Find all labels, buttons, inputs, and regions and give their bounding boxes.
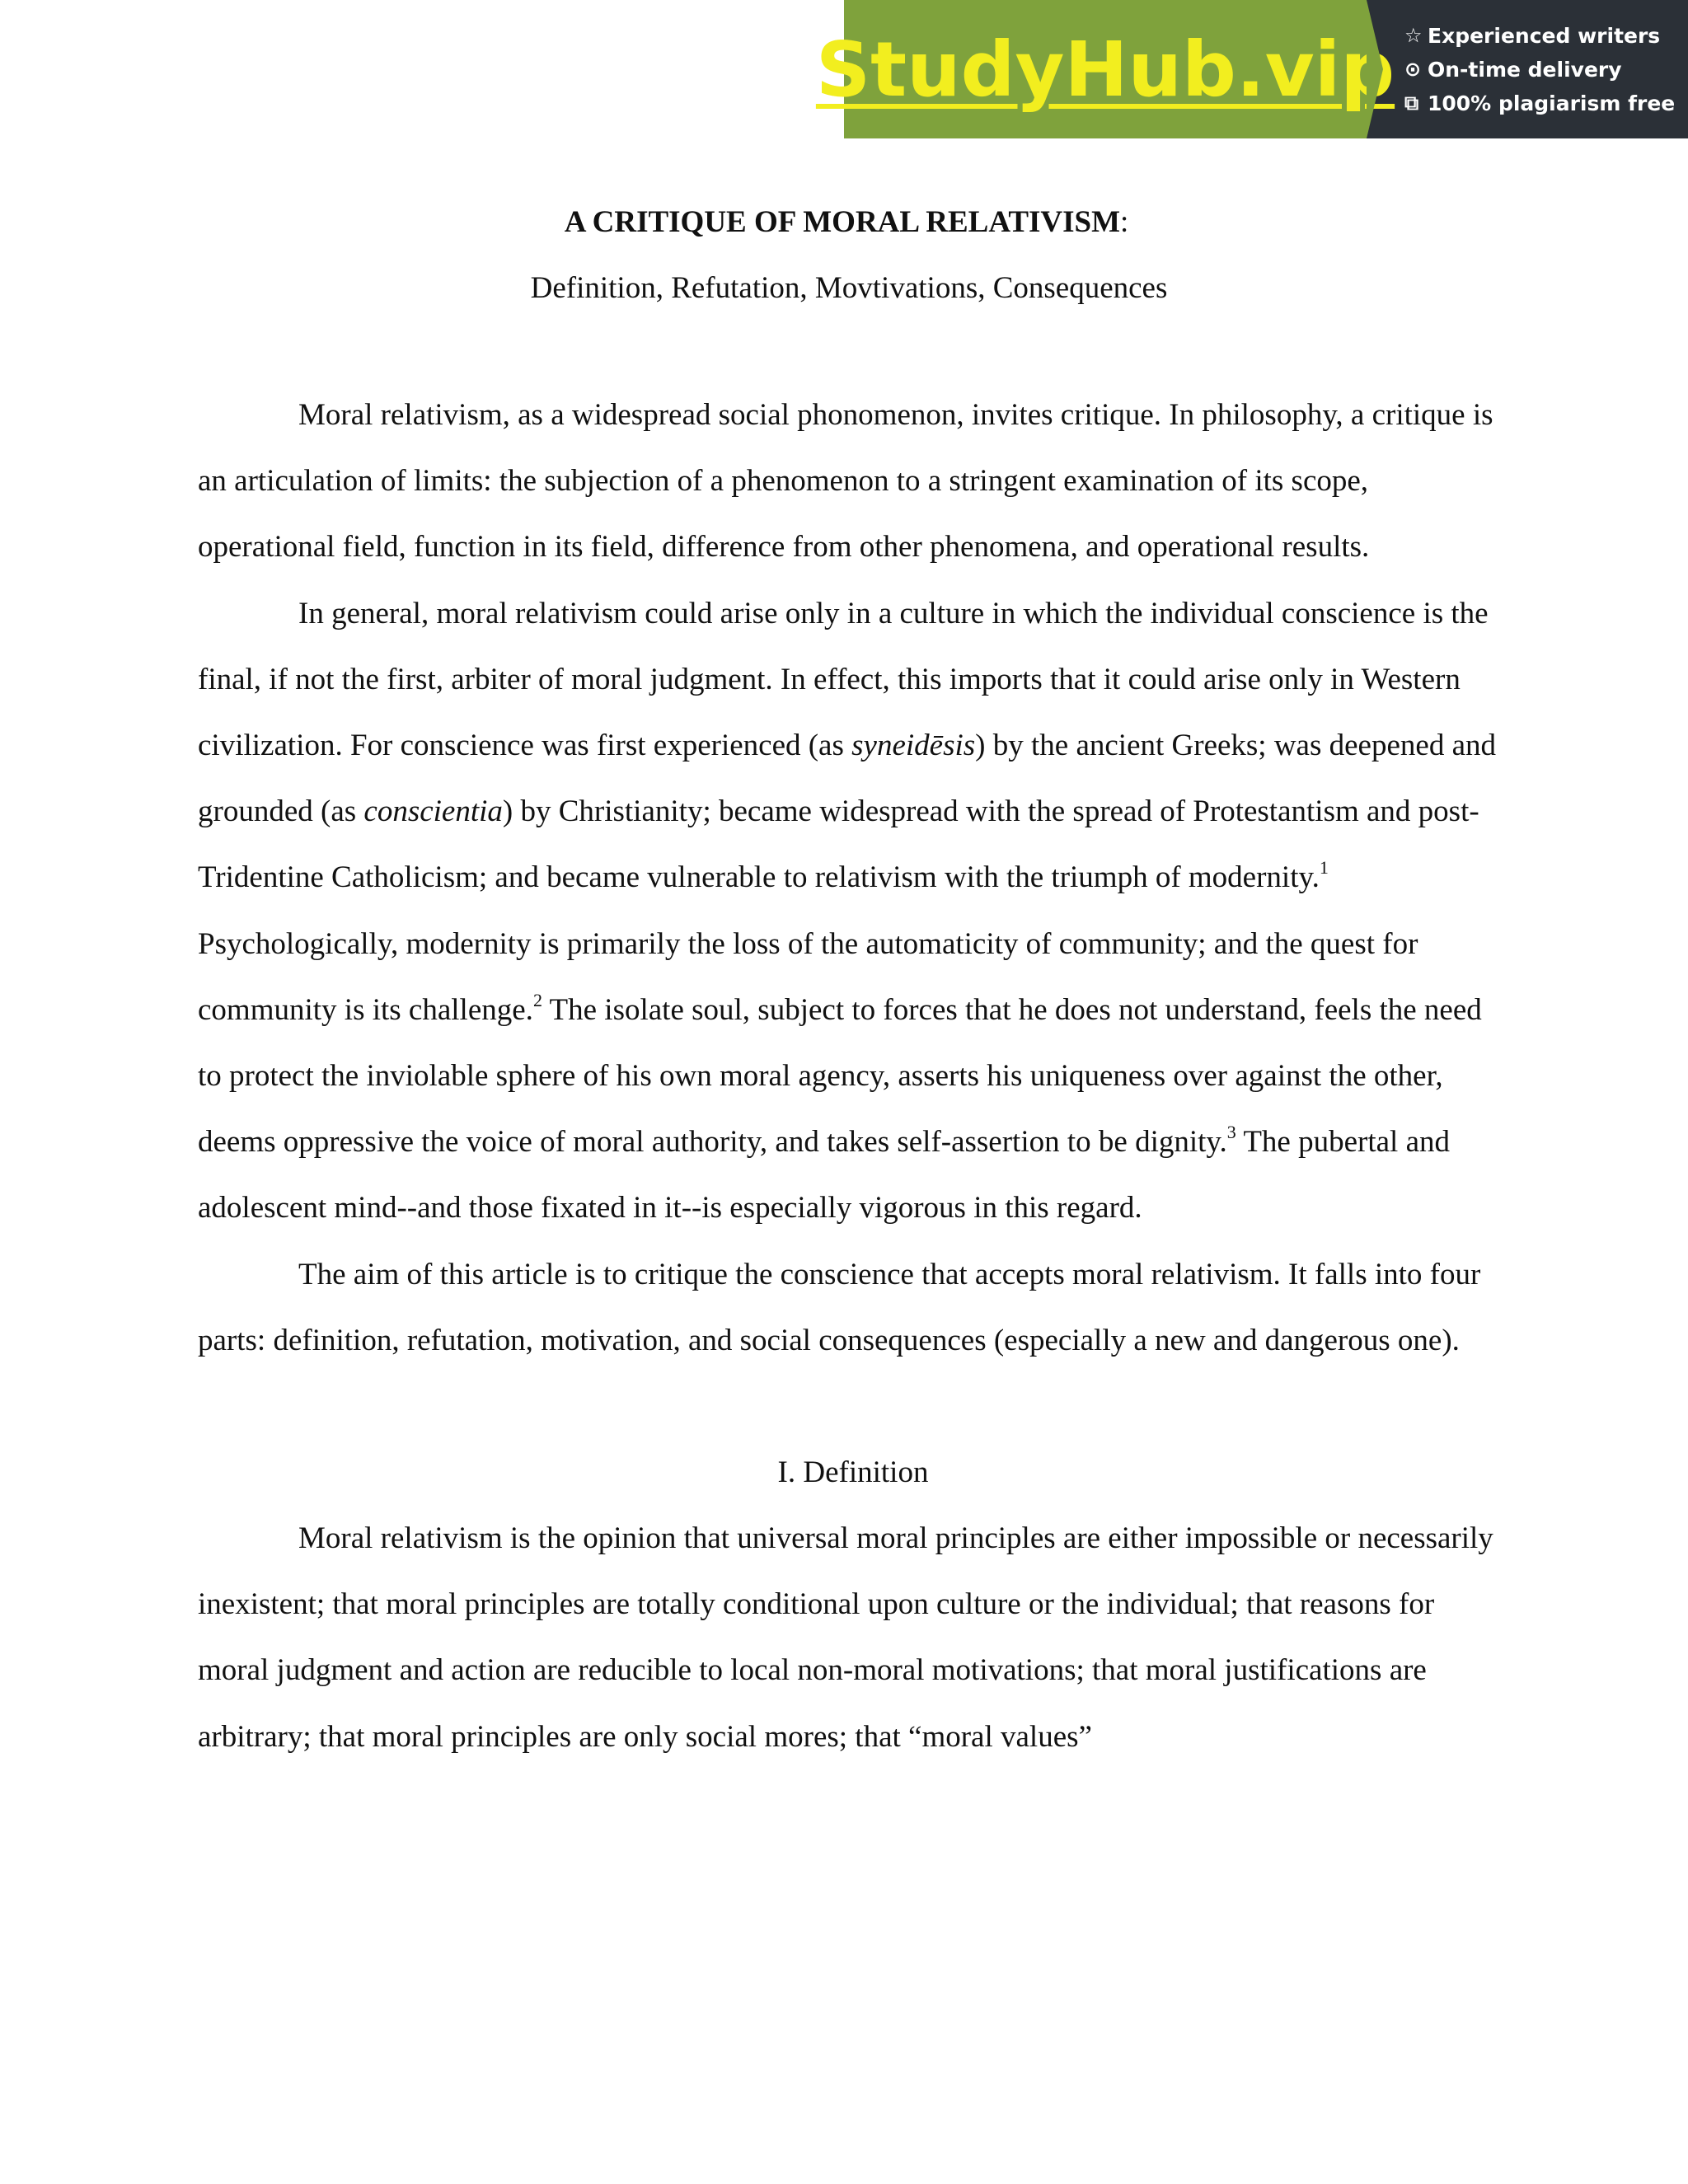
feature-label: On-time delivery <box>1428 57 1622 82</box>
document-page <box>198 198 1500 1770</box>
feature-on-time-delivery <box>1404 56 1688 83</box>
paragraph-intro: Moral relativism, as a widespread social phonomenon, invites critique. In philosophy, a critique is an articulation of limits: the subjection of a phenomenon to a stringent examination of its scope, operational field, function in its field, difference from other phenomena, and operational results. <box>198 398 1493 565</box>
copy-icon: ⧉ <box>1404 91 1419 115</box>
text-run: In general, moral relativism could arise only in a culture in which the individual conscience is the final, if not the first, arbiter of moral judgment. In effect, this imports that it could arise only in Western civilization. For conscience was first experienced (as <box>198 596 1489 763</box>
footnote-ref[interactable]: 2 <box>532 989 542 1010</box>
title-text: A CRITIQUE OF MORAL RELATIVISM <box>564 205 1121 239</box>
text-run: ) by the ancient Greeks; was deepened and grounded (as <box>198 729 1496 829</box>
paragraph-conscience <box>198 581 1500 1242</box>
paragraph-definition: Moral relativism is the opinion that universal moral principles are either impossible or necessarily inexistent; that moral principles are totally conditional upon culture or the individual; that reasons for moral judgment and action are reducible to local non-moral motivations; that moral justifications are arbitrary; that moral principles are only social mores; that “moral values” <box>198 1521 1493 1754</box>
logo-text: StudyHub.vip <box>815 25 1395 114</box>
document-title <box>193 198 1500 247</box>
document-body <box>198 382 1500 1770</box>
text-run: The pubertal and adolescent mind--and those fixated in it--is especially vigorous in this regard. <box>198 1125 1451 1226</box>
feature-experienced-writers <box>1404 22 1688 49</box>
clock-icon: ⊙ <box>1404 58 1422 81</box>
paragraph-aim: The aim of this article is to critique the conscience that accepts moral relativism. It falls into four parts: definition, refutation, motivation, and social consequences (especially a new and dangerous one). <box>198 1257 1481 1357</box>
section-heading-definition: I. Definition <box>777 1455 929 1490</box>
banner-features <box>1367 0 1688 138</box>
studyhub-logo[interactable] <box>815 0 1395 138</box>
text-run: The isolate soul, subject to forces that he does not understand, feels the need to protect the inviolable sphere of his own moral agency, asserts his uniqueness over against the other, deems oppressive the voice of moral authority, and takes self-assertion to be dignity. <box>198 992 1482 1160</box>
text-run: ) by Christianity; became widespread with the spread of Protestantism and post-Tridentine Catholicism; and became vulnerable to relativism with the triumph of modernity. <box>198 794 1479 895</box>
star-icon: ☆ <box>1404 24 1423 47</box>
footnote-ref[interactable]: 3 <box>1226 1122 1236 1143</box>
studyhub-banner[interactable] <box>815 0 1688 138</box>
title-colon: : <box>1120 205 1129 239</box>
italic-term: syneidēsis <box>851 729 976 763</box>
footnote-ref[interactable]: 1 <box>1319 857 1329 879</box>
italic-term: conscientia <box>363 794 503 829</box>
feature-label: 100% plagiarism free <box>1428 91 1676 115</box>
feature-plagiarism-free <box>1404 90 1688 117</box>
document-subtitle: Definition, Refutation, Movtivations, Consequences <box>530 271 1168 305</box>
feature-label: Experienced writers <box>1428 23 1661 48</box>
text-run: Psychologically, modernity is primarily the loss of the automaticity of community; and the quest for community is its challenge. <box>198 926 1418 1027</box>
